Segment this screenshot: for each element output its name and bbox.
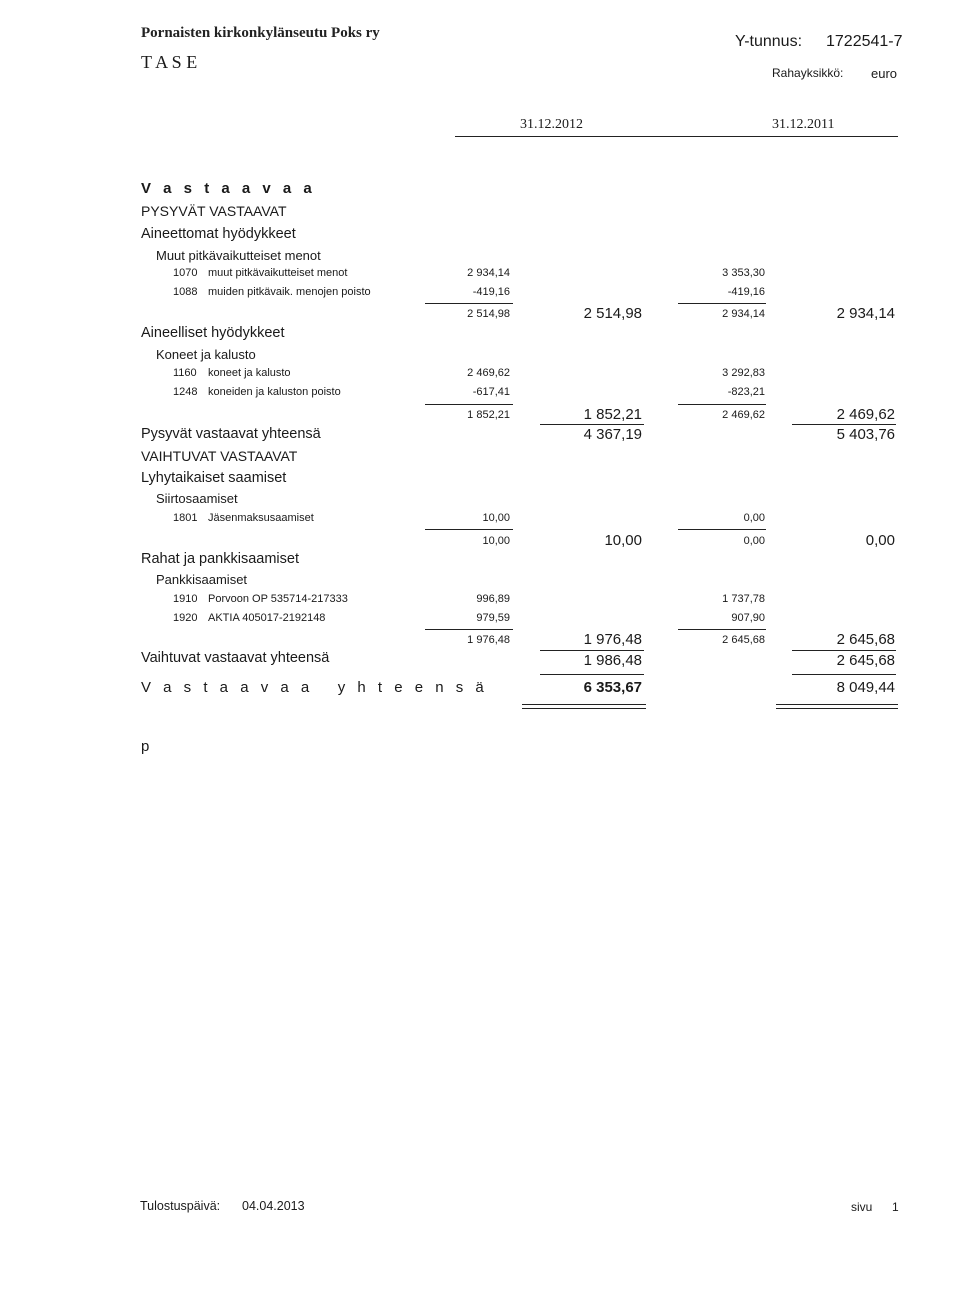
account-code: 1160 xyxy=(173,367,197,379)
subtotal-rule xyxy=(678,529,766,530)
subtotal-2011: 0,00 xyxy=(865,532,895,549)
subtotal-small-2012: 10,00 xyxy=(482,535,510,547)
value-2011: -419,16 xyxy=(727,286,765,298)
grand-total-double-rule xyxy=(522,708,646,709)
heading-aineettomat: Aineettomat hyödykkeet xyxy=(141,226,296,242)
total-rule xyxy=(540,650,644,651)
account-code: 1801 xyxy=(173,512,198,524)
subtotal-2012: 1 852,21 xyxy=(583,406,642,423)
subtotal-small-2012: 1 852,21 xyxy=(467,409,510,421)
value-2011: 1 737,78 xyxy=(722,593,765,605)
subtotal-small-2012: 2 514,98 xyxy=(467,308,510,320)
subtotal-rule xyxy=(678,629,766,630)
heading-koneet: Koneet ja kalusto xyxy=(156,347,256,362)
heading-lyhytaikaiset: Lyhytaikaiset saamiset xyxy=(141,470,287,486)
account-label: Porvoon OP 535714-217333 xyxy=(208,593,348,605)
total-rule xyxy=(540,674,644,675)
heading-vastaavaa: V a s t a a v a a xyxy=(141,180,316,197)
account-code: 1088 xyxy=(173,286,198,298)
subtotal-2012: 10,00 xyxy=(604,532,642,549)
vaihtuvat-total-2012: 1 986,48 xyxy=(583,652,642,669)
column-header-2012: 31.12.2012 xyxy=(520,117,583,132)
account-label: muiden pitkävaik. menojen poisto xyxy=(208,286,371,298)
value-2012: 2 934,14 xyxy=(467,267,510,279)
subtotal-2012: 2 514,98 xyxy=(583,305,642,322)
account-code: 1248 xyxy=(173,386,198,398)
account-label: Jäsenmaksusaamiset xyxy=(208,512,314,524)
subtotal-rule xyxy=(425,404,513,405)
print-date-value: 04.04.2013 xyxy=(242,1199,305,1213)
subtotal-2011: 2 469,62 xyxy=(836,406,895,423)
print-date-label: Tulostuspäivä: xyxy=(140,1199,221,1213)
subtotal-small-2011: 0,00 xyxy=(743,535,765,547)
ytunnus-value: 1722541-7 xyxy=(826,33,903,50)
subtotal-rule xyxy=(678,404,766,405)
value-2012: -617,41 xyxy=(472,386,510,398)
account-code: 1070 xyxy=(173,267,198,279)
subtotal-2011: 2 645,68 xyxy=(836,631,895,648)
value-2011: 0,00 xyxy=(743,512,765,524)
page-label: sivu xyxy=(851,1200,873,1214)
grand-total-double-rule xyxy=(776,708,898,709)
value-2012: -419,16 xyxy=(472,286,510,298)
subtotal-small-2011: 2 934,14 xyxy=(722,308,765,320)
organization-name: Pornaisten kirkonkylänseutu Poks ry xyxy=(141,25,380,41)
pysyvat-total-label: Pysyvät vastaavat yhteensä xyxy=(141,426,321,442)
heading-muut-pitkavaikutteiset: Muut pitkävaikutteiset menot xyxy=(156,248,321,263)
heading-rahat: Rahat ja pankkisaamiset xyxy=(141,551,299,567)
subtotal-rule xyxy=(425,529,513,530)
pysyvat-total-2011: 5 403,76 xyxy=(836,426,895,443)
subtotal-2011: 2 934,14 xyxy=(836,305,895,322)
stray-mark: p xyxy=(141,738,150,755)
value-2012: 996,89 xyxy=(476,593,510,605)
grand-total-double-rule xyxy=(522,704,646,705)
page-number: 1 xyxy=(892,1200,899,1214)
total-rule xyxy=(792,674,896,675)
account-code: 1920 xyxy=(173,612,198,624)
vastaavaa-total-2012: 6 353,67 xyxy=(583,679,642,696)
currency-value: euro xyxy=(871,66,898,81)
account-label: muut pitkävaikutteiset menot xyxy=(208,267,348,279)
value-2012: 979,59 xyxy=(476,612,510,624)
subtotal-small-2011: 2 469,62 xyxy=(722,409,765,421)
value-2012: 2 469,62 xyxy=(467,367,510,379)
vaihtuvat-total-2011: 2 645,68 xyxy=(836,652,895,669)
ytunnus-label: Y-tunnus: xyxy=(735,33,803,50)
vastaavaa-total-label: V a s t a a v a a y h t e e n s ä xyxy=(141,679,488,696)
account-label: koneet ja kalusto xyxy=(208,367,291,379)
total-rule xyxy=(792,424,896,425)
heading-pysyvat: PYSYVÄT VASTAAVAT xyxy=(141,203,287,219)
subtotal-2012: 1 976,48 xyxy=(583,631,642,648)
value-2011: 3 292,83 xyxy=(722,367,765,379)
value-2011: -823,21 xyxy=(727,386,765,398)
vastaavaa-total-2011: 8 049,44 xyxy=(836,679,895,696)
value-2011: 3 353,30 xyxy=(722,267,765,279)
heading-vaihtuvat: VAIHTUVAT VASTAAVAT xyxy=(141,448,298,464)
total-rule xyxy=(540,424,644,425)
subtotal-rule xyxy=(678,303,766,304)
total-rule xyxy=(792,650,896,651)
heading-siirtosaamiset: Siirtosaamiset xyxy=(156,491,238,506)
value-2011: 907,90 xyxy=(731,612,765,624)
account-code: 1910 xyxy=(173,593,198,605)
grand-total-double-rule xyxy=(776,704,898,705)
pysyvat-total-2012: 4 367,19 xyxy=(583,426,642,443)
column-header-2011: 31.12.2011 xyxy=(772,117,835,132)
currency-label: Rahayksikkö: xyxy=(772,66,844,80)
subtotal-rule xyxy=(425,629,513,630)
subtotal-small-2012: 1 976,48 xyxy=(467,634,510,646)
header-rule xyxy=(455,136,898,137)
account-label: koneiden ja kaluston poisto xyxy=(208,386,341,398)
heading-pankkisaamiset: Pankkisaamiset xyxy=(156,572,248,587)
vaihtuvat-total-label: Vaihtuvat vastaavat yhteensä xyxy=(141,650,330,666)
document-title: T A S E xyxy=(141,52,198,72)
subtotal-rule xyxy=(425,303,513,304)
heading-aineelliset: Aineelliset hyödykkeet xyxy=(141,325,285,341)
account-label: AKTIA 405017-2192148 xyxy=(208,612,326,624)
value-2012: 10,00 xyxy=(482,512,510,524)
subtotal-small-2011: 2 645,68 xyxy=(722,634,765,646)
